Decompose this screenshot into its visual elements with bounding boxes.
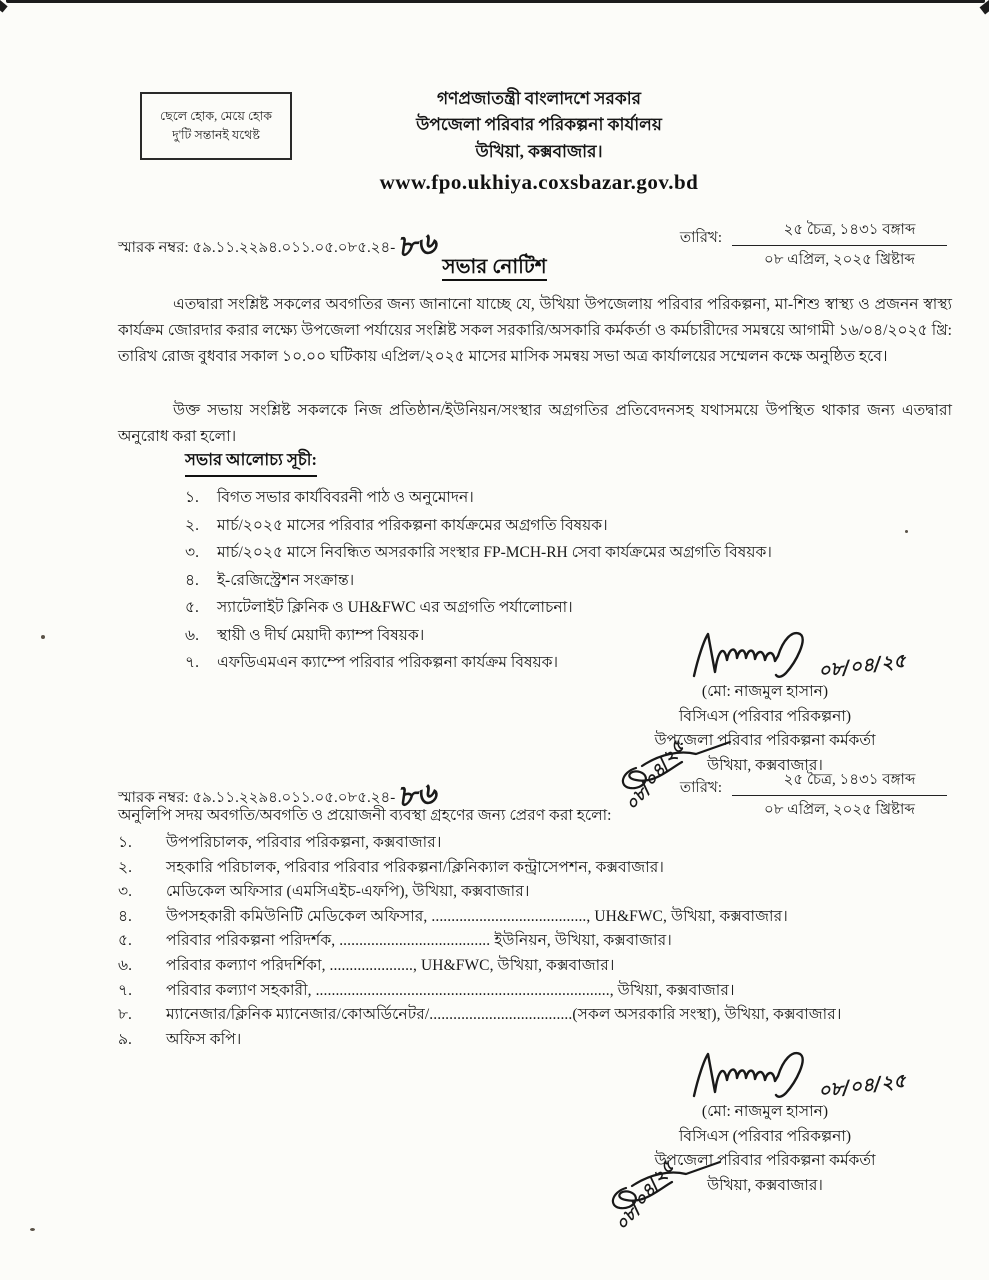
agenda-item: ৬. স্থায়ী ও দীর্ঘ মেয়াদী ক্যাম্প বিষয়ক। <box>185 626 425 644</box>
signatory-designation: উপজেলা পরিবার পরিকল্পনা কর্মকর্তা <box>654 732 876 749</box>
distribution-list <box>118 831 958 1052</box>
signatory-station: উখিয়া, কক্সবাজার। <box>707 756 823 774</box>
agenda-item: ৩. মার্চ/২০২৫ মাসে নিবন্ধিত অসরকারি সংস্থার FP-MCH-RH সেবা কার্যক্রমের অগ্রগতি বিষয়ক। <box>185 544 772 561</box>
handwritten-signature-date: ০৮/০৪/২৫ <box>816 649 907 683</box>
distribution-item: ৪. উপসহকারী কমিউনিটি মেডিকেল অফিসার, ......................................., UH&FWC, উখিয়া, কক্সবাজার। <box>118 907 788 925</box>
date-bangla: ২৫ চৈত্র, ১৪৩১ বঙ্গাব্দ <box>732 768 947 796</box>
distribution-item: ৫. পরিবার পরিকল্পনা পরিদর্শক, ...................................... ইউনিয়ন, উখিয়া, কক্সবাজার। <box>118 932 672 950</box>
date-bangla: ২৫ চৈত্র, ১৪৩১ বঙ্গাব্দ <box>732 218 947 246</box>
signature-block-2 <box>600 1048 930 1236</box>
copy-distribution-note: অনুলিপি সদয় অবগতি/অবগতি ও প্রয়োজনী ব্যবস্থা গ্রহণের জন্য প্রেরণ করা হলো: <box>118 807 612 824</box>
government-name: গণপ্রজাতন্ত্রী বাংলাদশে সরকার <box>436 89 642 108</box>
office-website: www.fpo.ukhiya.coxsbazar.gov.bd <box>379 170 699 195</box>
agenda-item: ৫. স্যাটেলাইট ক্লিনিক ও UH&FWC এর অগ্রগতি পর্যালোচনা। <box>185 599 573 616</box>
distribution-item: ১. উপপরিচালক, পরিবার পরিকল্পনা, কক্সবাজার। <box>118 834 442 851</box>
distribution-item: ৭. পরিবার কল্যাণ সহকারী, .........................................................................., উখিয়া, কক্সবাজার। <box>118 981 735 999</box>
agenda-item: ২. মার্চ/২০২৫ মাসের পরিবার পরিকল্পনা কার্যক্রমের অগ্রগতি বিষয়ক। <box>185 516 608 534</box>
agenda-item: ৭. এফডিএমএন ক্যাম্পে পরিবার পরিকল্পনা কার্যক্রম বিষয়ক। <box>185 654 559 671</box>
signatory-station: উখিয়া, কক্সবাজার। <box>707 1176 823 1194</box>
date-label: তারিখ: <box>679 780 722 796</box>
scan-edge-line <box>6 0 985 3</box>
distribution-item: ৬. পরিবার কল্যাণ পরিদর্শিকা, ....................., UH&FWC, উখিয়া, কক্সবাজার। <box>118 956 615 974</box>
slogan-line2: দু'টি সন্তানই যথেষ্ট <box>172 128 260 142</box>
handwritten-scribble-date: ০৮/০৪/২৫ <box>611 1156 679 1236</box>
scan-speck <box>30 1228 35 1231</box>
handwritten-signature-date: ০৮/০৪/২৫ <box>816 1069 907 1103</box>
body-paragraph-2: উক্ত সভায় সংশ্লিষ্ট সকলকে নিজ প্রতিষ্ঠান/ইউনিয়ন/সংস্থার অগ্রগতির প্রতিবেদনসহ যথাসময়ে উপস্থিত থাকার জন্য এতদ্বারা অনুরোধ করা হলো। <box>118 402 952 445</box>
notice-title: সভার নোটিশ <box>0 252 989 285</box>
memo-number-1: স্মারক নম্বর: ৫৯.১১.২২৯৪.০১১.০৫.০৮৫.২৪-৮৬ <box>118 218 436 269</box>
family-planning-slogan-box <box>140 92 292 160</box>
signatory-designation: উপজেলা পরিবার পরিকল্পনা কর্মকর্তা <box>654 1152 876 1169</box>
handwritten-scribble-date: ০৮/০৪/২৫ <box>621 736 689 816</box>
distribution-item: ৮. ম্যানেজার/ক্লিনিক ম্যানেজার/কোঅর্ডিনেটর/....................................(সকল অসরকারি সংস্থা), উখিয়া, কক্সবাজার। <box>118 1006 842 1024</box>
date-gregorian: ০৮ এপ্রিল, ২০২৫ খ্রিষ্টাব্দ <box>764 252 915 268</box>
agenda-item: ৪. ই-রেজিস্ট্রেশন সংক্রান্ত। <box>185 571 355 589</box>
office-name: উপজেলা পরিবার পরিকল্পনা কার্যালয় <box>416 115 662 135</box>
signatory-cadre: বিসিএস (পরিবার পরিকল্পনা) <box>678 1127 852 1145</box>
scan-speck <box>41 635 45 639</box>
slogan-line1: ছেলে হোক, মেয়ে হোক <box>160 108 272 123</box>
agenda-item: ১. বিগত সভার কার্যবিবরনী পাঠ ও অনুমোদন। <box>185 489 474 506</box>
distribution-item: ৩. মেডিকেল অফিসার (এমসিএইচ-এফপি), উখিয়া, কক্সবাজার। <box>118 883 530 901</box>
scan-speck <box>905 530 908 533</box>
distribution-item: ২. সহকারি পরিচালক, পরিবার পরিবার পরিকল্পনা/ক্লিনিক্যাল কন্ট্রাসেপশন, কক্সবাজার। <box>118 858 665 876</box>
letterhead <box>289 86 789 195</box>
body-paragraph-1: এতদ্বারা সংশ্লিষ্ট সকলের অবগতির জন্য জানানো যাচ্ছে যে, উখিয়া উপজেলায় পরিবার পরিকল্পনা, মা-শিশু স্বাস্থ্য ও প্রজনন স্বাস্থ্য কার্যক্রম জোরদার করার লক্ষ্যে উপজেলা পর্যায়ের সংশ্লিষ্ট সকল সরকারি/অসকারি কর্মকর্তা ও কর্মচারীদের সমন্বয়ে আগামী ১৬/০৪/২০২৫ খ্রি: তারিখ রোজ বুধবার সকাল ১০.০০ ঘটিকায় এপ্রিল/২০২৫ মাসের মাসিক সমন্বয় সভা অত্র কার্যালয়ের সম্মেলন কক্ষে অনুষ্ঠিত হবে। <box>118 296 952 365</box>
date-block-2 <box>680 768 947 823</box>
office-location: উখিয়া, কক্সবাজার। <box>475 141 603 161</box>
date-label: তারিখ: <box>679 230 722 246</box>
memo-number-2: স্মারক নম্বর: ৫৯.১১.২২৯৪.০১১.০৫.০৮৫.২৪-৮৬ <box>118 768 436 819</box>
date-gregorian: ০৮ এপ্রিল, ২০২৫ খ্রিষ্টাব্দ <box>764 802 915 818</box>
signatory-name: (মো: নাজমুল হাসান) <box>701 1103 829 1120</box>
signatory-name: (মো: নাজমুল হাসান) <box>701 683 829 700</box>
distribution-item: ৯. অফিস কপি। <box>118 1030 242 1048</box>
signatory-cadre: বিসিএস (পরিবার পরিকল্পনা) <box>678 707 852 725</box>
handwritten-memo-suffix: ৮৬ <box>395 776 439 815</box>
handwritten-memo-suffix: ৮৬ <box>395 226 439 265</box>
agenda-heading: সভার আলোচ্য সূচী: <box>185 447 317 477</box>
